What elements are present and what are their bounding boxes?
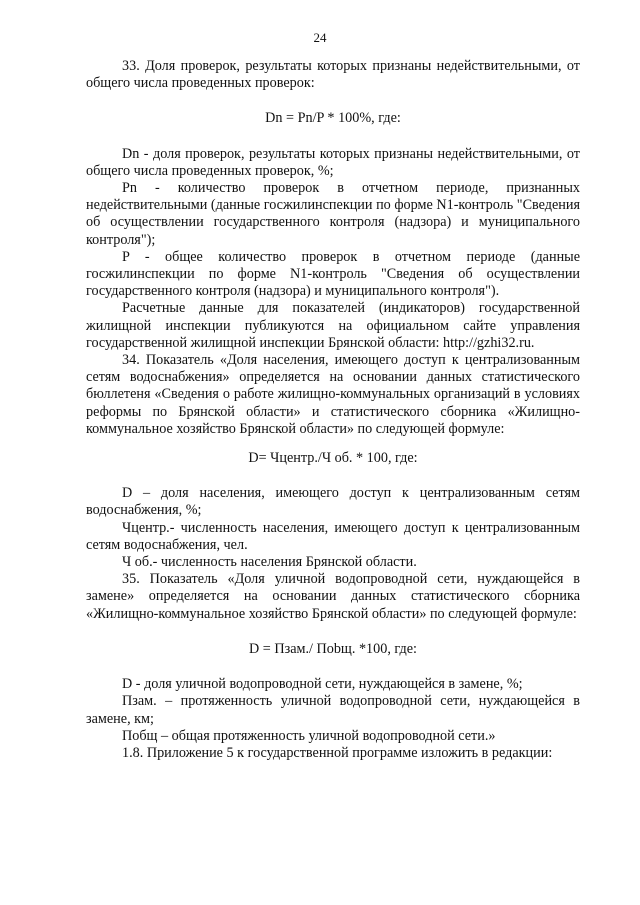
paragraph-1-8: 1.8. Приложение 5 к государственной программе изложить в редакции: [122,744,553,761]
definition-dn: Dn - доля проверок, результаты которых признаны недействительными, от общего числа проведенных проверок, %; [86,145,580,179]
definition-d-35: D - доля уличной водопроводной сети, нуждающейся в замене, %; [122,676,523,693]
paragraph-35: 35. Показатель «Доля уличной водопроводной сети, нуждающейся в замене» определяется на основании данных статистического сборника «Жилищно-коммунальное хозяйство Брянской области» по следующей формуле: [86,571,580,622]
document-body [86,58,580,762]
definition-pzam: Пзам. – протяженность уличной водопроводной сети, нуждающейся в замене, км; [86,693,580,727]
definition-pobsh: Побщ – общая протяженность уличной водопроводной сети.» [122,727,496,744]
definition-d-34: D – доля населения, имеющего доступ к централизованным сетям водоснабжения, %; [86,485,580,519]
formula-35: D = Пзам./ Пobщ. *100, где: [249,640,417,657]
definition-p: P - общее количество проверок в отчетном периоде (данные госжилинспекции по форме N1-контроль "Сведения об осуществлении государственного контроля (надзора) и муниципального контроля"). [86,248,580,300]
formula-33: Dn = Pn/P * 100%, где: [265,110,401,127]
definition-pn: Pn - количество проверок в отчетном периоде, признанных недействительными (данные госжилинспекции по форме N1-контроль "Сведения об осуществлении государственного контроля (надзора) и муниципального контроля"); [86,180,580,248]
page-number: 24 [313,30,327,45]
paragraph-33: 33. Доля проверок, результаты которых признаны недействительными, от общего числа проведенных проверок: [86,58,580,92]
calculation-note: Расчетные данные для показателей (индикаторов) государственной жилищной инспекции публикуются на официальном сайте управления государственной жилищной инспекции Брянской области: http://gzhi32.ru. [86,300,580,351]
formula-34: D= Чцентр./Ч об. * 100, где: [248,450,418,467]
definition-chcentr: Чцентр.- численность населения, имеющего доступ к централизованным сетям водоснабжения, чел. [86,519,580,553]
paragraph-34: 34. Показатель «Доля населения, имеющего доступ к централизованным сетям водоснабжения» определяется на основании данных статистического бюллетеня «Сведения о работе жилищно-коммунальных организаций в условиях реформы по Брянской области» и статистического сборника «Жилищно-коммунальное хозяйство Брянской области» по следующей формуле: [86,352,580,437]
definition-chob: Ч об.- численность населения Брянской области. [122,554,417,571]
